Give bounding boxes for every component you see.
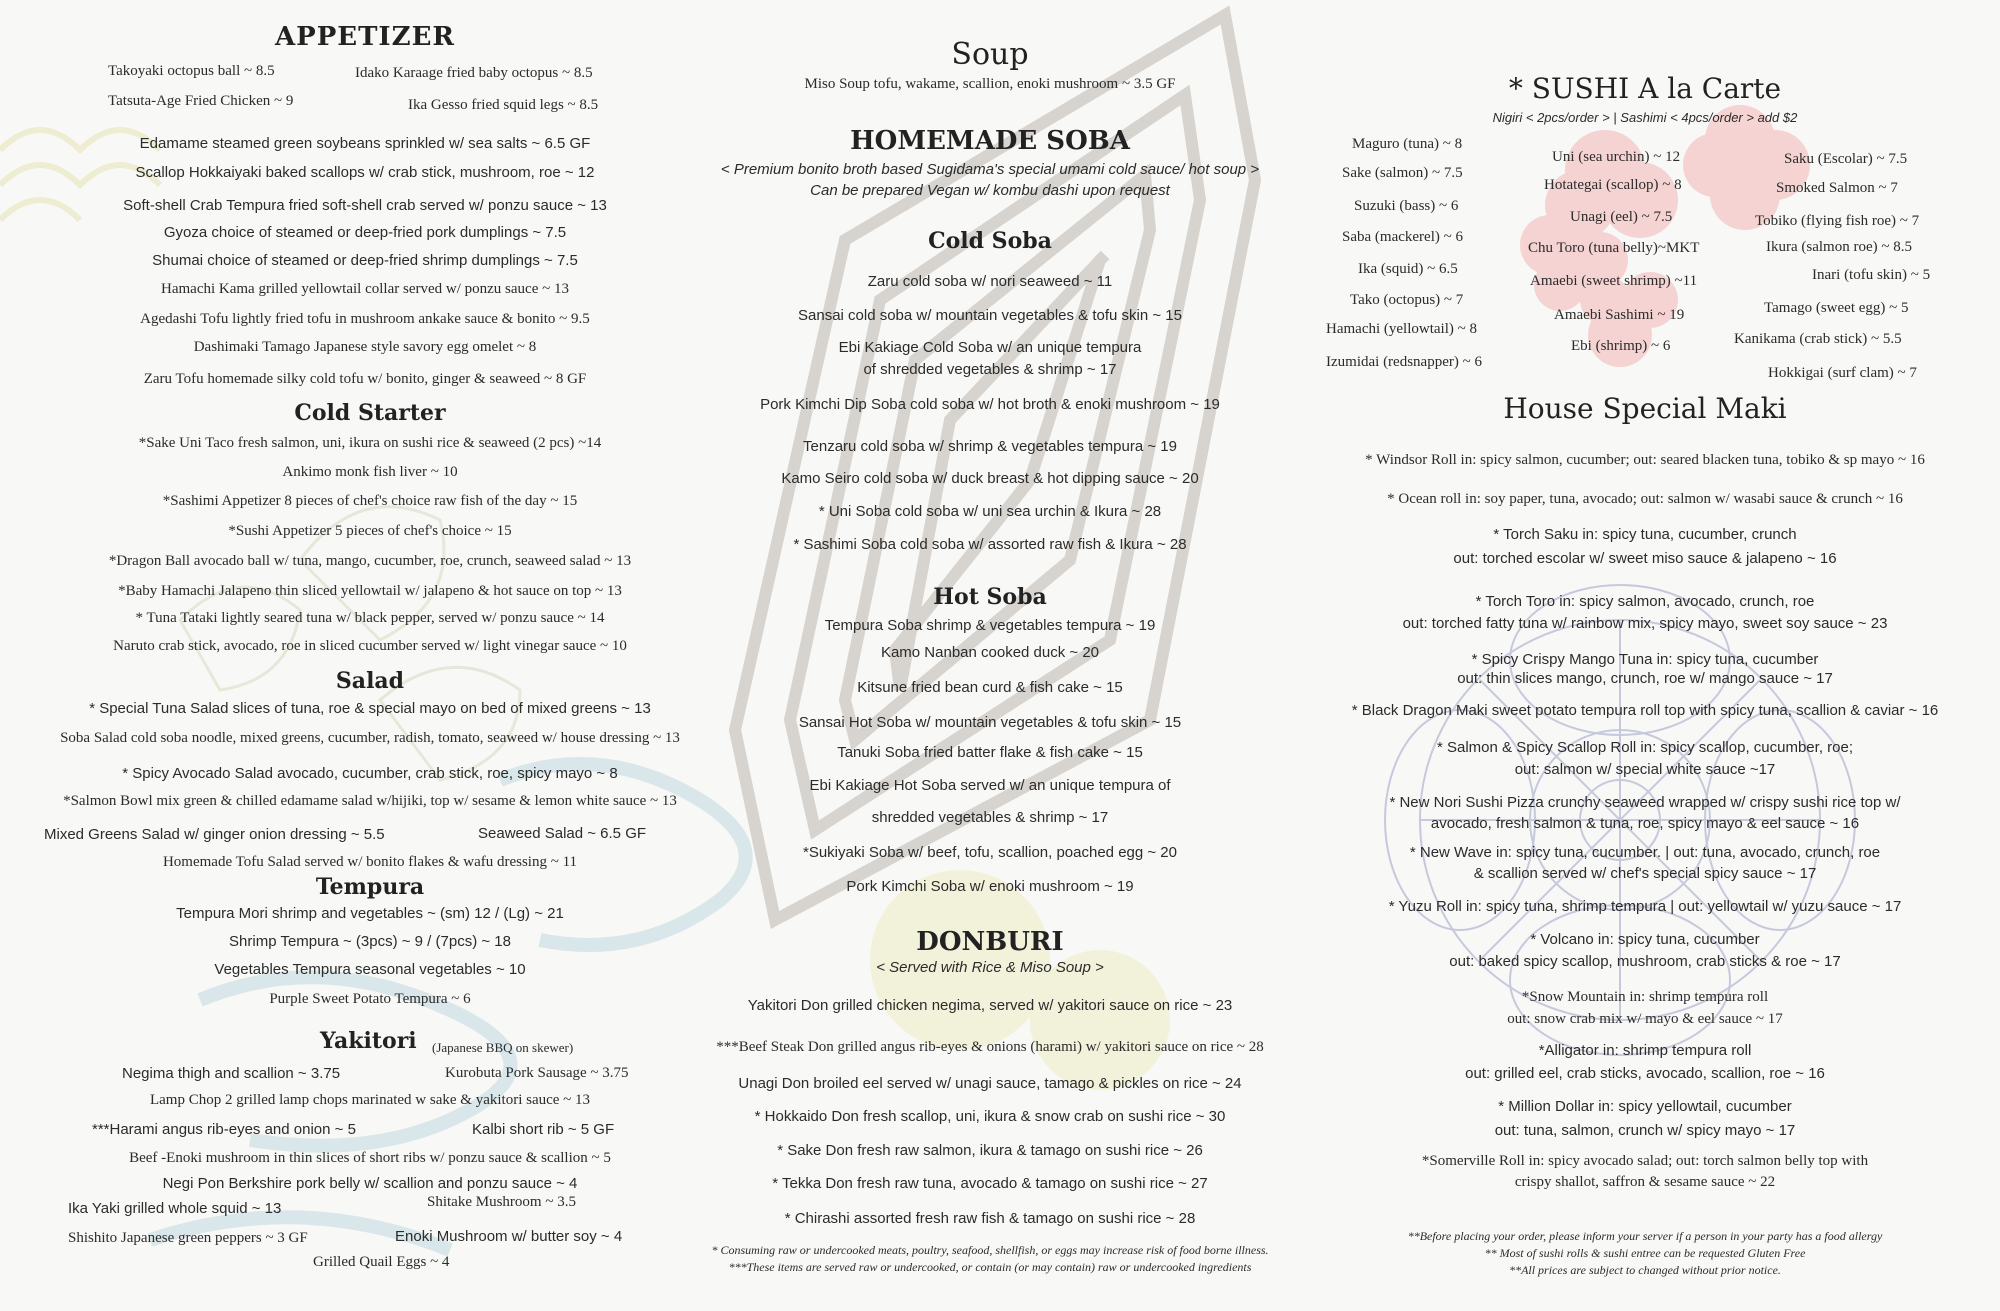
menu-item: * Volcano in: spicy tuna, cucumber	[1530, 931, 1760, 948]
menu-item: Tako (octopus) ~ 7	[1350, 292, 1464, 308]
menu-item: Tobiko (flying fish roe) ~ 7	[1755, 213, 1920, 229]
salad-heading: Salad	[335, 668, 405, 694]
menu-item: Miso Soup tofu, wakame, scallion, enoki mushroom ~ 3.5 GF	[804, 76, 1176, 92]
menu-item: Zaru Tofu homemade silky cold tofu w/ bonito, ginger & seaweed ~ 8 GF	[143, 371, 587, 387]
menu-item: * Million Dollar in: spicy yellowtail, cucumber	[1498, 1098, 1792, 1115]
menu-item: *Dragon Ball avocado ball w/ tuna, mango, cucumber, roe, crunch, seaweed salad ~ 13	[108, 553, 632, 569]
menu-item: Scallop Hokkaiyaki baked scallops w/ crab stick, mushroom, roe ~ 12	[135, 164, 595, 181]
menu-item: Shishito Japanese green peppers ~ 3 GF	[68, 1230, 308, 1246]
hot-soba-heading: Hot Soba	[933, 584, 1047, 610]
menu-item: Edamame steamed green soybeans sprinkled w/ sea salts ~ 6.5 GF	[139, 135, 591, 152]
menu-item: Zaru cold soba w/ nori seaweed ~ 11	[867, 273, 1113, 290]
menu-item: Tempura Mori shrimp and vegetables ~ (sm) 12 / (Lg) ~ 21	[176, 905, 564, 922]
soba-subtitle: < Premium bonito broth based Sugidama's special umami cold sauce/ hot soup >	[720, 161, 1260, 178]
menu-item: Izumidai (redsnapper) ~ 6	[1326, 354, 1482, 370]
menu-item: * Spicy Crispy Mango Tuna in: spicy tuna, cucumber	[1471, 651, 1819, 668]
menu-item: * Black Dragon Maki sweet potato tempura roll top with spicy tuna, scallion & caviar ~ 16	[1351, 702, 1939, 719]
menu-item: Vegetables Tempura seasonal vegetables ~ 10	[214, 961, 526, 978]
menu-item: crispy shallot, saffron & sesame sauce ~ 22	[1514, 1174, 1776, 1190]
menu-item: Saku (Escolar) ~ 7.5	[1784, 151, 1908, 167]
menu-item: Takoyaki octopus ball ~ 8.5	[108, 63, 275, 79]
menu-item: Amaebi (sweet shrimp) ~11	[1530, 273, 1698, 289]
menu-item: Naruto crab stick, avocado, roe in sliced cucumber served w/ light vinegar sauce ~ 10	[113, 638, 627, 654]
appetizer-heading: APPETIZER	[274, 22, 455, 52]
raw-note: ***These items are served raw or undercooked, or contain (or may contain) raw or undercooked ingredients	[728, 1260, 1252, 1274]
menu-item: Negima thigh and scallion ~ 3.75	[122, 1065, 341, 1082]
menu-item: Sake (salmon) ~ 7.5	[1342, 165, 1463, 181]
allergen-note: * Consuming raw or undercooked meats, poultry, seafood, shellfish, or eggs may increase risk of food borne illness.	[711, 1243, 1269, 1257]
menu-item: * Torch Saku in: spicy tuna, cucumber, crunch	[1493, 526, 1797, 543]
menu-item: shredded vegetables & shrimp ~ 17	[871, 809, 1109, 826]
menu-item: Ebi (shrimp) ~ 6	[1571, 338, 1671, 354]
menu-item: *Sukiyaki Soba w/ beef, tofu, scallion, poached egg ~ 20	[803, 844, 1177, 861]
menu-item: Idako Karaage fried baby octopus ~ 8.5	[355, 65, 593, 81]
cold-soba-heading: Cold Soba	[928, 228, 1052, 254]
menu-item: * Tuna Tataki lightly seared tuna w/ black pepper, served w/ ponzu sauce ~ 14	[135, 610, 605, 626]
menu-item: * New Wave in: spicy tuna, cucumber. | out: tuna, avocado, crunch, roe	[1409, 844, 1881, 861]
menu-item: Kitsune fried bean curd & fish cake ~ 15	[857, 679, 1123, 696]
menu-item: ***Harami angus rib-eyes and onion ~ 5	[92, 1121, 356, 1138]
menu-item: *Alligator in: shrimp tempura roll	[1538, 1042, 1752, 1059]
donburi-heading: DONBURI	[916, 927, 1064, 957]
menu-item: *Sushi Appetizer 5 pieces of chef's choice ~ 15	[228, 523, 512, 539]
menu-item: Shitake Mushroom ~ 3.5	[427, 1194, 576, 1210]
menu-item: Shumai choice of steamed or deep-fried shrimp dumplings ~ 7.5	[152, 252, 578, 269]
menu-item: * Sashimi Soba cold soba w/ assorted raw fish & Ikura ~ 28	[793, 536, 1187, 553]
menu-item: & scallion served w/ chef's special spicy sauce ~ 17	[1473, 865, 1817, 882]
menu-item: out: baked spicy scallop, mushroom, crab sticks & roe ~ 17	[1449, 953, 1841, 970]
menu-item: Unagi (eel) ~ 7.5	[1570, 209, 1673, 225]
menu-item: * Chirashi assorted fresh raw fish & tamago on sushi rice ~ 28	[784, 1210, 1196, 1227]
menu-item: Kurobuta Pork Sausage ~ 3.75	[445, 1065, 629, 1081]
soba-heading: HOMEMADE SOBA	[850, 126, 1130, 156]
menu-item: * Torch Toro in: spicy salmon, avocado, crunch, roe	[1475, 593, 1815, 610]
menu-item: Grilled Quail Eggs ~ 4	[313, 1254, 450, 1270]
menu-item: Tamago (sweet egg) ~ 5	[1764, 300, 1909, 316]
menu-item: ***Beef Steak Don grilled angus rib-eyes & onions (harami) w/ yakitori sauce on rice ~ 28	[716, 1039, 1264, 1055]
menu-item: Mixed Greens Salad w/ ginger onion dressing ~ 5.5	[44, 826, 385, 843]
menu-item: Purple Sweet Potato Tempura ~ 6	[269, 991, 471, 1007]
menu-item: Dashimaki Tamago Japanese style savory egg omelet ~ 8	[193, 339, 537, 355]
menu-item: Homemade Tofu Salad served w/ bonito flakes & wafu dressing ~ 11	[162, 854, 578, 870]
menu-item: Ebi Kakiage Hot Soba served w/ an unique tempura of	[809, 777, 1171, 794]
menu-item: out: thin slices mango, crunch, roe w/ mango sauce ~ 17	[1457, 670, 1833, 687]
menu-item: Saba (mackerel) ~ 6	[1342, 229, 1463, 245]
menu-item: Amaebi Sashimi ~ 19	[1554, 307, 1685, 323]
menu-item: out: torched escolar w/ sweet miso sauce & jalapeno ~ 16	[1453, 550, 1837, 567]
menu-item: *Snow Mountain in: shrimp tempura roll	[1521, 989, 1769, 1005]
allergy-note: **Before placing your order, please inform your server if a person in your party has a food allergy	[1407, 1229, 1883, 1243]
yakitori-subtitle: (Japanese BBQ on skewer)	[432, 1040, 574, 1055]
dot-pattern	[870, 870, 1170, 1090]
menu-item: Kamo Nanban cooked duck ~ 20	[880, 644, 1100, 661]
menu-item: Ebi Kakiage Cold Soba w/ an unique tempura	[838, 339, 1142, 356]
price-note: **All prices are subject to changed without prior notice.	[1509, 1263, 1781, 1277]
menu-item: Tenzaru cold soba w/ shrimp & vegetables tempura ~ 19	[803, 438, 1177, 455]
menu-item: Sansai Hot Soba w/ mountain vegetables & tofu skin ~ 15	[798, 714, 1182, 731]
menu-item: * Hokkaido Don fresh scallop, uni, ikura & snow crab on sushi rice ~ 30	[754, 1108, 1226, 1125]
menu-item: Ika Gesso fried squid legs ~ 8.5	[408, 97, 599, 113]
menu-item: out: tuna, salmon, crunch w/ spicy mayo ~ 17	[1494, 1122, 1796, 1139]
menu-item: Ikura (salmon roe) ~ 8.5	[1766, 239, 1912, 255]
menu-item: Kamo Seiro cold soba w/ duck breast & hot dipping sauce ~ 20	[781, 470, 1199, 487]
menu-item: Ika Yaki grilled whole squid ~ 13	[68, 1200, 282, 1217]
menu-item: * Spicy Avocado Salad avocado, cucumber, crab stick, roe, spicy mayo ~ 8	[122, 765, 618, 782]
menu-item: * Uni Soba cold soba w/ uni sea urchin & Ikura ~ 28	[818, 503, 1162, 520]
menu-item: Ika (squid) ~ 6.5	[1358, 261, 1458, 277]
menu-item: Chu Toro (tuna belly)~MKT	[1528, 240, 1700, 256]
menu-item: Yakitori Don grilled chicken negima, served w/ yakitori sauce on rice ~ 23	[747, 997, 1233, 1014]
menu-item: Agedashi Tofu lightly fried tofu in mushroom ankake sauce & bonito ~ 9.5	[140, 311, 590, 327]
menu-item: Maguro (tuna) ~ 8	[1352, 136, 1463, 152]
menu-item: Negi Pon Berkshire pork belly w/ scallion and ponzu sauce ~ 4	[162, 1175, 578, 1192]
yakitori-heading: Yakitori	[320, 1028, 417, 1054]
menu-item: avocado, fresh salmon & tuna, roe, spicy mayo & eel sauce ~ 16	[1430, 815, 1860, 832]
menu-item: Sansai cold soba w/ mountain vegetables & tofu skin ~ 15	[798, 307, 1182, 324]
tempura-heading: Tempura	[315, 874, 425, 900]
menu-item: *Sashimi Appetizer 8 pieces of chef's choice raw fish of the day ~ 15	[162, 493, 578, 509]
menu-item: * Tekka Don fresh raw tuna, avocado & tamago on sushi rice ~ 27	[772, 1175, 1208, 1192]
menu-item: * New Nori Sushi Pizza crunchy seaweed wrapped w/ crispy sushi rice top w/	[1389, 794, 1901, 811]
menu-item: Kanikama (crab stick) ~ 5.5	[1734, 331, 1902, 347]
menu-item: Hamachi Kama grilled yellowtail collar served w/ ponzu sauce ~ 13	[161, 281, 569, 297]
menu-item: of shredded vegetables & shrimp ~ 17	[863, 361, 1117, 378]
sushi-subtitle: Nigiri < 2pcs/order > | Sashimi < 4pcs/order > add $2	[1492, 110, 1798, 125]
menu-item: *Sake Uni Taco fresh salmon, uni, ikura on sushi rice & seaweed (2 pcs) ~14	[138, 435, 602, 451]
menu-item: Gyoza choice of steamed or deep-fried pork dumplings ~ 7.5	[163, 224, 567, 241]
menu-item: Uni (sea urchin) ~ 12	[1552, 149, 1681, 165]
menu-item: out: salmon w/ special white sauce ~17	[1514, 761, 1776, 778]
menu-item: * Special Tuna Salad slices of tuna, roe & special mayo on bed of mixed greens ~ 13	[89, 700, 651, 717]
menu-item: * Ocean roll in: soy paper, tuna, avocado; out: salmon w/ wasabi sauce & crunch ~ 16	[1387, 491, 1903, 507]
maki-heading: House Special Maki	[1503, 392, 1787, 425]
menu-item: Tatsuta-Age Fried Chicken ~ 9	[108, 93, 294, 109]
menu-item: out: grilled eel, crab sticks, avocado, scallion, roe ~ 16	[1465, 1065, 1825, 1082]
menu-item: * Yuzu Roll in: spicy tuna, shrimp tempura | out: yellowtail w/ yuzu sauce ~ 17	[1388, 898, 1902, 915]
menu-item: Pork Kimchi Soba w/ enoki mushroom ~ 19	[846, 878, 1134, 895]
cold-starter-heading: Cold Starter	[294, 400, 446, 426]
menu-item: * Sake Don fresh raw salmon, ikura & tamago on sushi rice ~ 26	[777, 1142, 1203, 1159]
menu-item: *Somerville Roll in: spicy avocado salad; out: torch salmon belly top with	[1421, 1153, 1869, 1169]
menu-item: Hotategai (scallop) ~ 8	[1544, 177, 1682, 193]
soba-vegan-note: Can be prepared Vegan w/ kombu dashi upon request	[810, 182, 1170, 199]
menu-item: Unagi Don broiled eel served w/ unagi sauce, tamago & pickles on rice ~ 24	[738, 1075, 1242, 1092]
menu-item: Enoki Mushroom w/ butter soy ~ 4	[395, 1228, 623, 1245]
menu-item: Ankimo monk fish liver ~ 10	[282, 464, 458, 480]
menu-item: Smoked Salmon ~ 7	[1776, 180, 1898, 196]
donburi-subtitle: < Served with Rice & Miso Soup >	[876, 959, 1104, 976]
menu-item: Tanuki Soba fried batter flake & fish cake ~ 15	[837, 744, 1143, 761]
menu-item: Suzuki (bass) ~ 6	[1354, 198, 1459, 214]
menu-item: * Salmon & Spicy Scallop Roll in: spicy scallop, cucumber, roe;	[1436, 739, 1853, 756]
menu-item: * Windsor Roll in: spicy salmon, cucumber; out: seared blacken tuna, tobiko & sp mayo ~ 16	[1365, 452, 1925, 468]
menu-item: Soba Salad cold soba noodle, mixed greens, cucumber, radish, tomato, seaweed w/ house dressing ~ 13	[60, 730, 680, 746]
menu-item: Kalbi short rib ~ 5 GF	[472, 1121, 615, 1138]
sushi-heading: * SUSHI A la Carte	[1508, 72, 1782, 105]
menu-item: Tempura Soba shrimp & vegetables tempura ~ 19	[824, 617, 1156, 634]
menu-item: Shrimp Tempura ~ (3pcs) ~ 9 / (7pcs) ~ 18	[229, 933, 511, 950]
menu-item: Inari (tofu skin) ~ 5	[1812, 267, 1931, 283]
soup-heading: Soup	[951, 37, 1029, 72]
menu-item: Hokkigai (surf clam) ~ 7	[1768, 365, 1917, 381]
pink-flower-pattern	[1520, 105, 1810, 367]
menu-item: Beef -Enoki mushroom in thin slices of short ribs w/ ponzu sauce & scallion ~ 5	[129, 1150, 611, 1166]
menu-item: *Salmon Bowl mix green & chilled edamame salad w/hijiki, top w/ sesame & lemon white sauce ~ 13	[63, 793, 677, 809]
menu-item: *Baby Hamachi Jalapeno thin sliced yellowtail w/ jalapeno & hot sauce on top ~ 13	[118, 583, 622, 599]
menu-item: Lamp Chop 2 grilled lamp chops marinated w sake & yakitori sauce ~ 13	[149, 1092, 591, 1108]
menu-item: Hamachi (yellowtail) ~ 8	[1326, 321, 1477, 337]
menu-item: Soft-shell Crab Tempura fried soft-shell crab served w/ ponzu sauce ~ 13	[123, 197, 607, 214]
menu-item: out: snow crab mix w/ mayo & eel sauce ~ 17	[1507, 1011, 1783, 1027]
menu-item: Pork Kimchi Dip Soba cold soba w/ hot broth & enoki mushroom ~ 19	[760, 396, 1220, 413]
menu-item: Seaweed Salad ~ 6.5 GF	[478, 825, 647, 842]
gluten-free-note: ** Most of sushi rolls & sushi entree can be requested Gluten Free	[1484, 1246, 1806, 1260]
menu-item: out: torched fatty tuna w/ rainbow mix, spicy mayo, sweet soy sauce ~ 23	[1402, 615, 1888, 632]
